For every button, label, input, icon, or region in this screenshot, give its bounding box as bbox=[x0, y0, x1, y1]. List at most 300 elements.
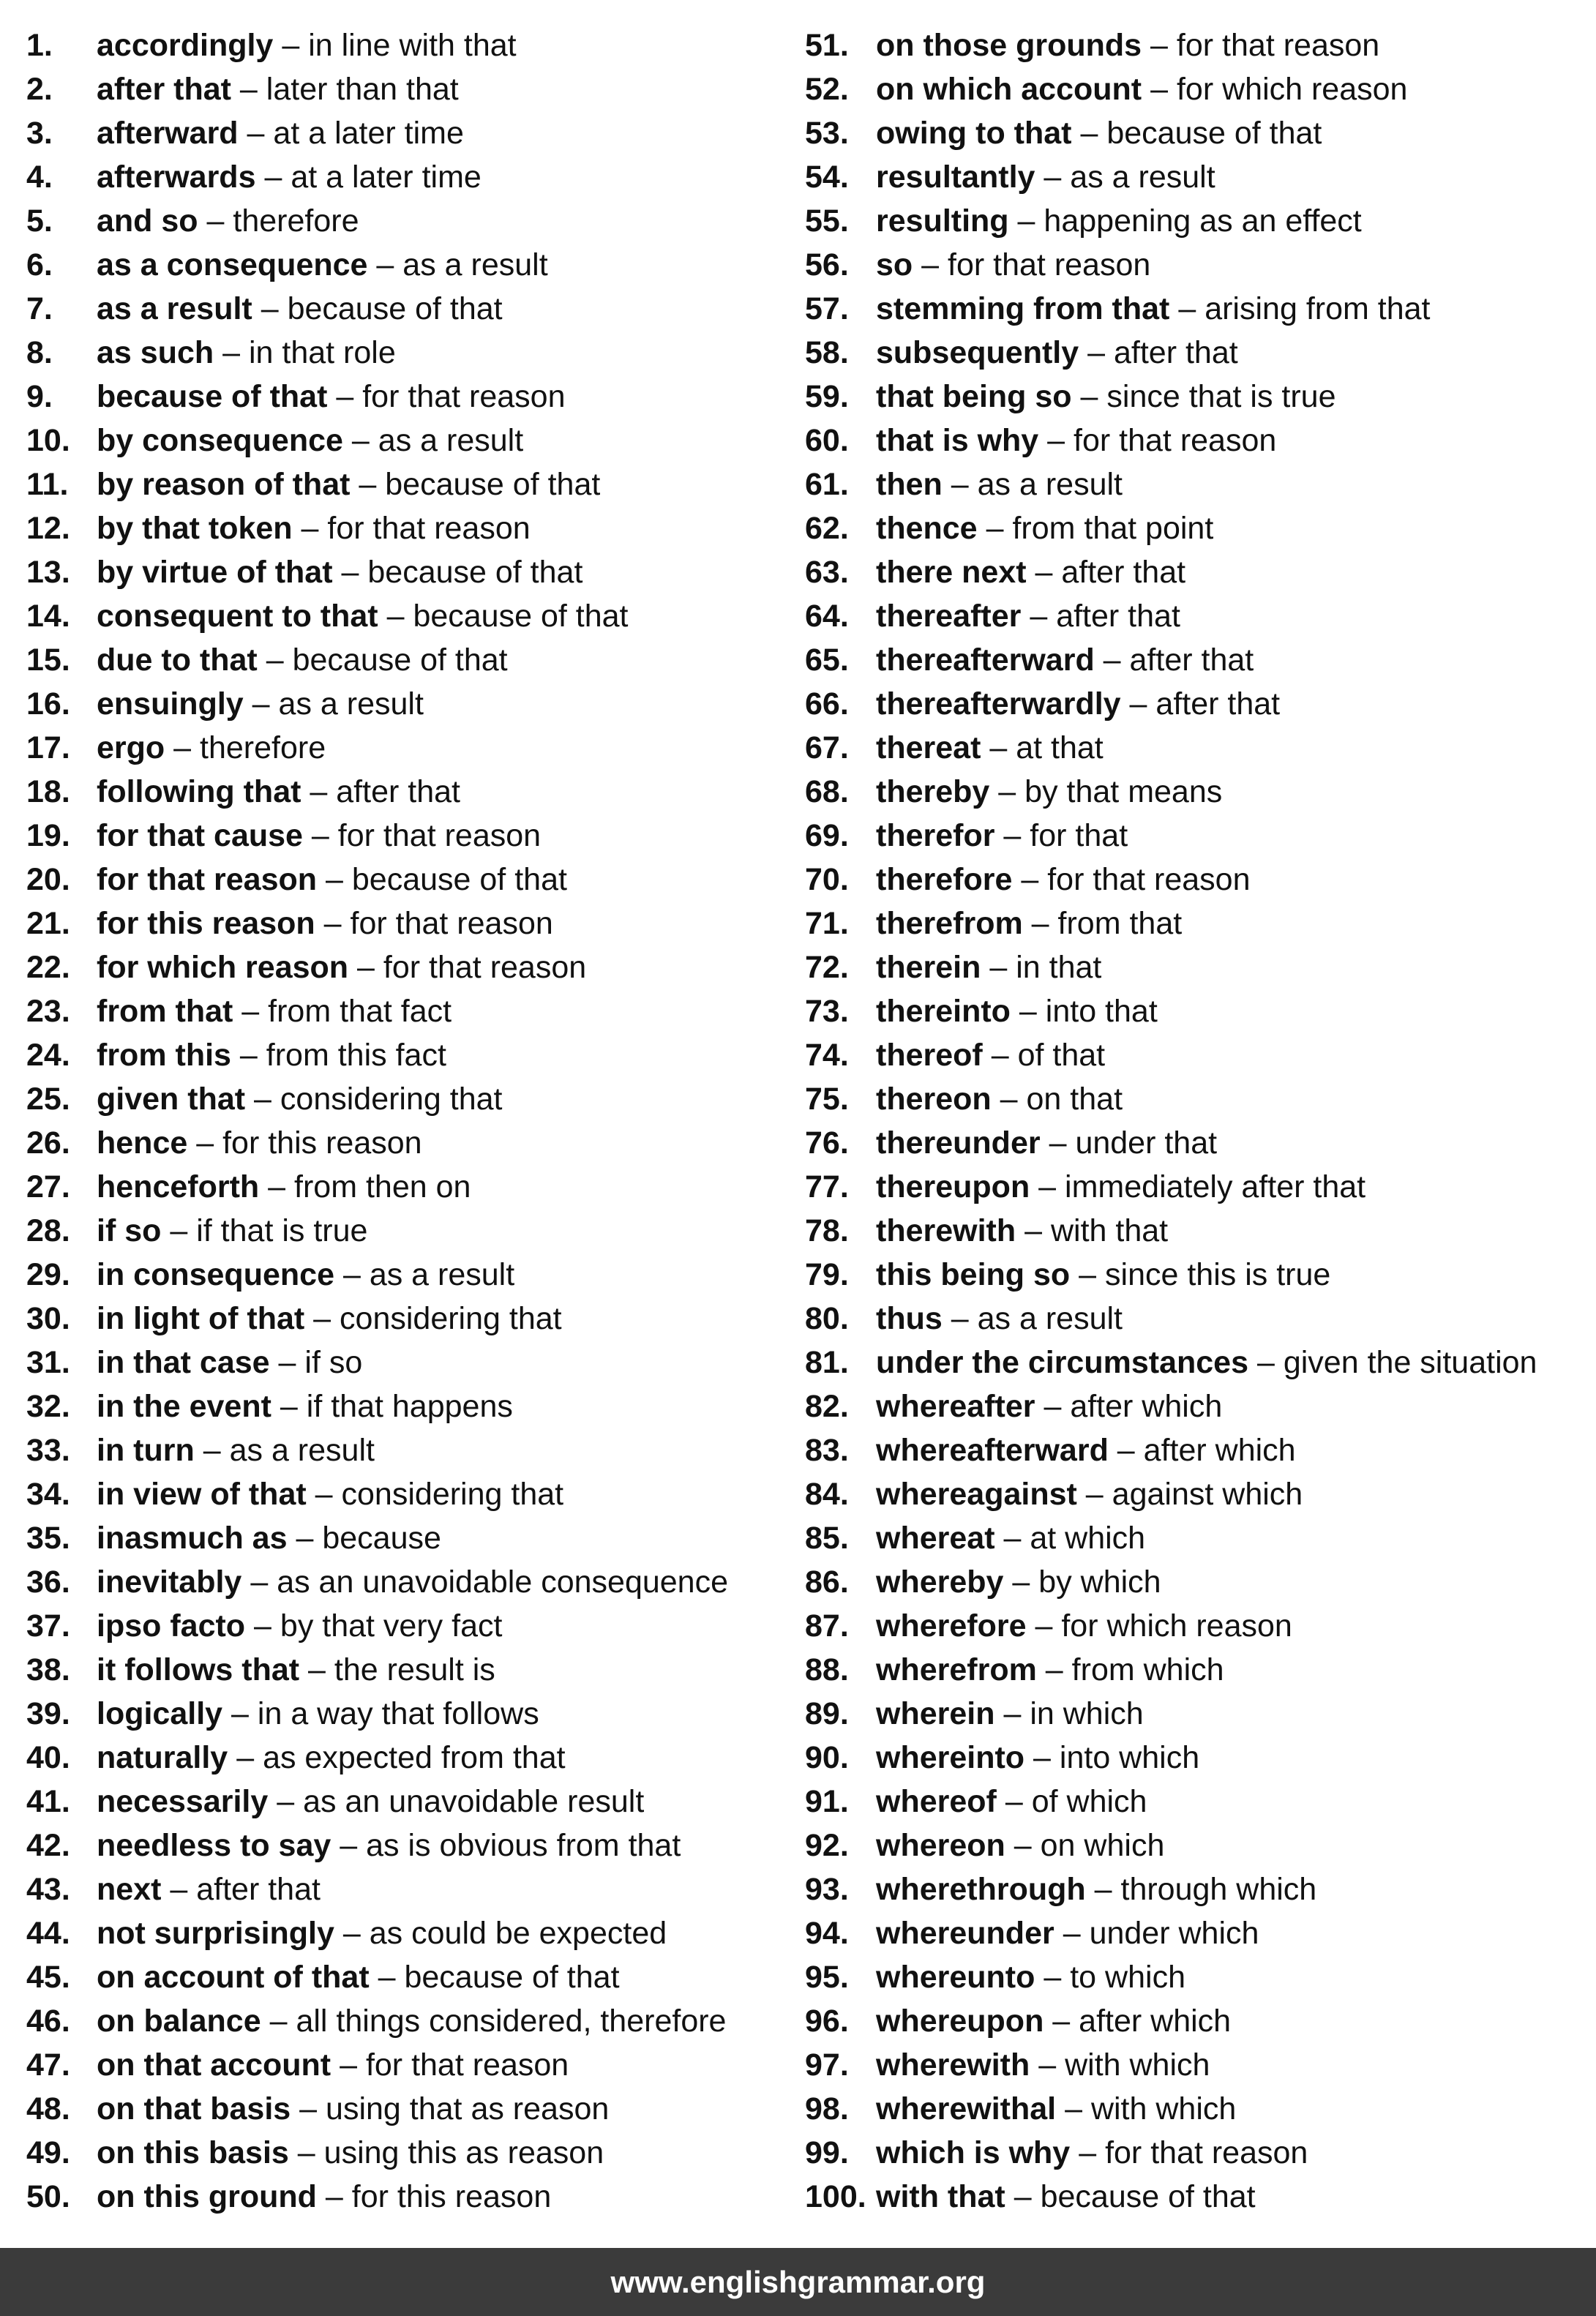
list-item bbox=[26, 1560, 728, 1604]
list-item bbox=[805, 858, 1251, 902]
item-number: 56. bbox=[805, 247, 849, 282]
item-separator: – bbox=[296, 1521, 314, 1556]
list-item bbox=[26, 1516, 441, 1560]
item-number: 1. bbox=[26, 28, 53, 63]
item-definition: as a result bbox=[278, 686, 424, 722]
item-definition: therefore bbox=[200, 730, 326, 765]
item-term: on this basis bbox=[97, 2135, 289, 2170]
list-item bbox=[26, 1999, 726, 2043]
item-definition: considering that bbox=[340, 1301, 562, 1336]
list-item bbox=[26, 375, 566, 419]
item-definition: by that means bbox=[1024, 774, 1223, 809]
item-definition: because of that bbox=[385, 467, 601, 502]
item-separator: – bbox=[252, 686, 270, 722]
item-separator: – bbox=[206, 203, 225, 239]
item-definition: immediately after that bbox=[1065, 1169, 1366, 1204]
item-separator: – bbox=[326, 862, 343, 897]
item-term: thereupon bbox=[876, 1169, 1030, 1204]
item-number: 51. bbox=[805, 28, 849, 63]
item-term: in consequence bbox=[97, 1257, 334, 1292]
item-definition: because of that bbox=[292, 642, 508, 678]
list-item bbox=[805, 902, 1182, 945]
item-separator: – bbox=[1045, 1652, 1063, 1687]
item-number: 43. bbox=[26, 1872, 70, 1907]
item-definition: from which bbox=[1071, 1652, 1224, 1687]
list-item bbox=[805, 506, 1213, 550]
list-item bbox=[26, 1472, 563, 1516]
list-item bbox=[805, 1911, 1259, 1955]
item-term: for this reason bbox=[97, 906, 315, 941]
list-item bbox=[805, 1472, 1303, 1516]
item-separator: – bbox=[1012, 1564, 1030, 1600]
item-term: afterward bbox=[97, 116, 239, 151]
item-definition: for this reason bbox=[222, 1125, 422, 1161]
item-term: this being so bbox=[876, 1257, 1071, 1292]
item-term: after that bbox=[97, 72, 231, 107]
item-number: 17. bbox=[26, 730, 70, 765]
item-separator: – bbox=[313, 1301, 331, 1336]
item-definition: after which bbox=[1079, 2004, 1232, 2039]
item-definition: for which reason bbox=[1061, 1608, 1292, 1644]
list-item bbox=[805, 1824, 1164, 1867]
item-separator: – bbox=[1117, 1433, 1135, 1468]
list-item bbox=[26, 638, 508, 682]
item-number: 31. bbox=[26, 1345, 70, 1380]
item-separator: – bbox=[1031, 906, 1049, 941]
item-number: 82. bbox=[805, 1389, 849, 1424]
item-term: whereafterward bbox=[876, 1433, 1109, 1468]
item-definition: of that bbox=[1017, 1038, 1106, 1073]
item-definition: as a result bbox=[369, 1257, 515, 1292]
list-item bbox=[805, 199, 1362, 243]
list-item bbox=[805, 1736, 1199, 1780]
item-definition: using that as reason bbox=[326, 2091, 610, 2126]
list-item bbox=[26, 1209, 367, 1253]
item-definition: from that fact bbox=[268, 994, 452, 1029]
item-term: that being so bbox=[876, 379, 1072, 414]
item-number: 93. bbox=[805, 1872, 849, 1907]
item-number: 88. bbox=[805, 1652, 849, 1687]
item-separator: – bbox=[951, 1301, 969, 1336]
list-item bbox=[26, 419, 523, 462]
item-separator: – bbox=[1044, 1960, 1062, 1995]
item-number: 61. bbox=[805, 467, 849, 502]
item-number: 75. bbox=[805, 1082, 849, 1117]
item-separator: – bbox=[280, 1389, 298, 1424]
item-definition: after that bbox=[196, 1872, 321, 1907]
item-number: 50. bbox=[26, 2179, 70, 2214]
item-separator: – bbox=[1049, 1125, 1067, 1161]
list-item bbox=[26, 287, 503, 331]
item-definition: for that reason bbox=[350, 906, 553, 941]
item-number: 80. bbox=[805, 1301, 849, 1336]
list-item bbox=[805, 1077, 1123, 1121]
item-definition: as expected from that bbox=[263, 1740, 566, 1775]
list-item bbox=[26, 1780, 644, 1824]
item-definition: after that bbox=[1056, 599, 1180, 634]
item-definition: if that is true bbox=[196, 1213, 368, 1248]
list-item bbox=[805, 1692, 1144, 1736]
item-separator: – bbox=[277, 1784, 295, 1819]
item-separator: – bbox=[173, 730, 192, 765]
item-term: thereunder bbox=[876, 1125, 1041, 1161]
list-item bbox=[26, 23, 517, 67]
list-item bbox=[805, 287, 1431, 331]
item-term: on which account bbox=[876, 72, 1142, 107]
item-separator: – bbox=[1003, 818, 1022, 853]
item-separator: – bbox=[1129, 686, 1147, 722]
item-separator: – bbox=[241, 994, 260, 1029]
item-separator: – bbox=[1178, 291, 1196, 326]
item-term: on this ground bbox=[97, 2179, 317, 2214]
item-definition: in which bbox=[1030, 1696, 1144, 1731]
list-item bbox=[26, 989, 452, 1033]
list-item bbox=[805, 2087, 1236, 2131]
list-item bbox=[805, 1253, 1330, 1297]
item-definition: after which bbox=[1143, 1433, 1296, 1468]
item-number: 81. bbox=[805, 1345, 849, 1380]
item-separator: – bbox=[1035, 555, 1053, 590]
list-item bbox=[26, 506, 531, 550]
item-definition: into that bbox=[1045, 994, 1158, 1029]
item-term: as a consequence bbox=[97, 247, 368, 282]
item-separator: – bbox=[239, 72, 258, 107]
item-definition: because of that bbox=[404, 1960, 620, 1995]
item-term: it follows that bbox=[97, 1652, 300, 1687]
item-definition: by which bbox=[1038, 1564, 1161, 1600]
item-definition: on which bbox=[1040, 1828, 1165, 1863]
item-number: 76. bbox=[805, 1125, 849, 1161]
item-number: 63. bbox=[805, 555, 849, 590]
item-definition: since that is true bbox=[1106, 379, 1336, 414]
item-number: 2. bbox=[26, 72, 53, 107]
item-definition: under which bbox=[1089, 1916, 1259, 1951]
item-term: on that account bbox=[97, 2047, 331, 2083]
item-definition: for that reason bbox=[327, 511, 531, 546]
item-number: 4. bbox=[26, 160, 53, 195]
list-item bbox=[26, 155, 482, 199]
item-separator: – bbox=[196, 1125, 214, 1161]
list-item bbox=[26, 770, 460, 814]
list-item bbox=[805, 419, 1276, 462]
item-definition: from this fact bbox=[266, 1038, 446, 1073]
item-number: 74. bbox=[805, 1038, 849, 1073]
list-item bbox=[26, 1297, 562, 1341]
item-separator: – bbox=[1021, 862, 1039, 897]
item-number: 73. bbox=[805, 994, 849, 1029]
item-definition: because of that bbox=[367, 555, 583, 590]
item-separator: – bbox=[170, 1213, 188, 1248]
item-definition: because bbox=[322, 1521, 441, 1556]
list-item bbox=[805, 989, 1158, 1033]
item-number: 29. bbox=[26, 1257, 70, 1292]
item-separator: – bbox=[1052, 2004, 1071, 2039]
list-item bbox=[26, 1341, 362, 1384]
item-term: with that bbox=[876, 2179, 1005, 2214]
item-definition: considering that bbox=[341, 1477, 564, 1512]
item-term: there next bbox=[876, 555, 1027, 590]
item-separator: – bbox=[921, 247, 940, 282]
item-term: ergo bbox=[97, 730, 165, 765]
list-item bbox=[26, 1121, 422, 1165]
list-item bbox=[26, 1033, 446, 1077]
item-separator: – bbox=[986, 511, 1004, 546]
item-number: 67. bbox=[805, 730, 849, 765]
item-definition: as could be expected bbox=[369, 1916, 667, 1951]
item-term: necessarily bbox=[97, 1784, 269, 1819]
item-term: consequent to that bbox=[97, 599, 378, 634]
item-number: 12. bbox=[26, 511, 70, 546]
item-number: 18. bbox=[26, 774, 70, 809]
item-number: 84. bbox=[805, 1477, 849, 1512]
list-item bbox=[805, 594, 1180, 638]
item-number: 9. bbox=[26, 379, 53, 414]
item-term: not surprisingly bbox=[97, 1916, 334, 1951]
item-separator: – bbox=[340, 1828, 358, 1863]
item-term: whereafter bbox=[876, 1389, 1035, 1424]
item-number: 89. bbox=[805, 1696, 849, 1731]
item-term: whereagainst bbox=[876, 1477, 1077, 1512]
item-separator: – bbox=[323, 906, 342, 941]
item-term: afterwards bbox=[97, 160, 256, 195]
list-item bbox=[805, 331, 1238, 375]
list-item bbox=[805, 1121, 1217, 1165]
item-definition: under that bbox=[1075, 1125, 1218, 1161]
item-term: thence bbox=[876, 511, 978, 546]
list-item bbox=[805, 1209, 1168, 1253]
item-term: in view of that bbox=[97, 1477, 307, 1512]
item-term: given that bbox=[97, 1082, 246, 1117]
item-definition: the result is bbox=[334, 1652, 495, 1687]
list-item bbox=[26, 2175, 551, 2219]
list-item bbox=[26, 243, 548, 287]
item-definition: for this reason bbox=[351, 2179, 552, 2214]
list-item bbox=[805, 2043, 1210, 2087]
item-separator: – bbox=[311, 818, 329, 853]
item-number: 40. bbox=[26, 1740, 70, 1775]
item-definition: at that bbox=[1016, 730, 1104, 765]
item-term: which is why bbox=[876, 2135, 1071, 2170]
word-list-column-left bbox=[26, 23, 787, 2219]
item-number: 78. bbox=[805, 1213, 849, 1248]
list-item bbox=[26, 1428, 375, 1472]
item-definition: since this is true bbox=[1105, 1257, 1331, 1292]
list-item bbox=[26, 814, 541, 858]
item-term: for that cause bbox=[97, 818, 303, 853]
item-separator: – bbox=[299, 2091, 318, 2126]
item-term: due to that bbox=[97, 642, 258, 678]
item-number: 25. bbox=[26, 1082, 70, 1117]
item-separator: – bbox=[1005, 1784, 1023, 1819]
item-number: 54. bbox=[805, 160, 849, 195]
item-term: ipso facto bbox=[97, 1608, 246, 1644]
item-definition: from then on bbox=[294, 1169, 471, 1204]
item-separator: – bbox=[1103, 642, 1121, 678]
item-definition: from that point bbox=[1012, 511, 1214, 546]
item-definition: at a later time bbox=[291, 160, 482, 195]
item-separator: – bbox=[1079, 1257, 1097, 1292]
item-number: 83. bbox=[805, 1433, 849, 1468]
item-definition: for that reason bbox=[1074, 423, 1277, 458]
item-definition: in line with that bbox=[308, 28, 517, 63]
item-separator: – bbox=[1003, 1521, 1022, 1556]
item-number: 68. bbox=[805, 774, 849, 809]
item-number: 58. bbox=[805, 335, 849, 370]
item-term: on those grounds bbox=[876, 28, 1142, 63]
item-separator: – bbox=[1094, 1872, 1112, 1907]
item-separator: – bbox=[278, 1345, 296, 1380]
footer-url[interactable]: www.englishgrammar.org bbox=[610, 2265, 986, 2299]
item-number: 66. bbox=[805, 686, 849, 722]
item-separator: – bbox=[1080, 379, 1098, 414]
item-definition: for that bbox=[1030, 818, 1128, 853]
item-separator: – bbox=[269, 2004, 288, 2039]
list-item bbox=[805, 550, 1185, 594]
list-item bbox=[26, 1867, 321, 1911]
item-definition: on that bbox=[1026, 1082, 1123, 1117]
list-item bbox=[805, 638, 1254, 682]
item-term: whereunto bbox=[876, 1960, 1035, 1995]
item-separator: – bbox=[308, 1652, 326, 1687]
item-term: as a result bbox=[97, 291, 252, 326]
item-term: therefrom bbox=[876, 906, 1023, 941]
item-definition: after that bbox=[1155, 686, 1281, 722]
item-number: 13. bbox=[26, 555, 70, 590]
item-term: then bbox=[876, 467, 943, 502]
list-item bbox=[26, 1165, 471, 1209]
item-definition: arising from that bbox=[1205, 291, 1431, 326]
item-number: 53. bbox=[805, 116, 849, 151]
item-definition: later than that bbox=[266, 72, 459, 107]
item-term: therewith bbox=[876, 1213, 1016, 1248]
item-number: 20. bbox=[26, 862, 70, 897]
item-separator: – bbox=[1080, 116, 1098, 151]
item-number: 15. bbox=[26, 642, 70, 678]
list-item bbox=[805, 2131, 1308, 2175]
item-term: thereon bbox=[876, 1082, 992, 1117]
item-number: 72. bbox=[805, 950, 849, 985]
item-separator: – bbox=[378, 1960, 396, 1995]
item-term: owing to that bbox=[876, 116, 1072, 151]
item-term: thereafterwardly bbox=[876, 686, 1121, 722]
item-term: hence bbox=[97, 1125, 188, 1161]
item-definition: at a later time bbox=[273, 116, 464, 151]
item-number: 77. bbox=[805, 1169, 849, 1204]
item-definition: in that role bbox=[248, 335, 396, 370]
item-term: henceforth bbox=[97, 1169, 260, 1204]
list-item bbox=[805, 814, 1128, 858]
item-separator: – bbox=[1065, 2091, 1082, 2126]
item-separator: – bbox=[1003, 1696, 1022, 1731]
item-separator: – bbox=[1085, 1477, 1104, 1512]
item-separator: – bbox=[261, 291, 279, 326]
item-term: because of that bbox=[97, 379, 328, 414]
item-number: 45. bbox=[26, 1960, 70, 1995]
item-number: 69. bbox=[805, 818, 849, 853]
item-number: 79. bbox=[805, 1257, 849, 1292]
item-term: thereby bbox=[876, 774, 990, 809]
item-term: wherein bbox=[876, 1696, 995, 1731]
item-separator: – bbox=[1038, 2047, 1057, 2083]
item-term: following that bbox=[97, 774, 301, 809]
item-definition: as a result bbox=[402, 247, 548, 282]
item-term: wherewithal bbox=[876, 2091, 1057, 2126]
item-separator: – bbox=[1033, 1740, 1051, 1775]
item-term: as such bbox=[97, 335, 214, 370]
item-separator: – bbox=[1044, 1389, 1062, 1424]
item-separator: – bbox=[998, 774, 1016, 809]
item-separator: – bbox=[282, 28, 300, 63]
item-number: 3. bbox=[26, 116, 53, 151]
item-definition: from that bbox=[1057, 906, 1183, 941]
item-definition: if so bbox=[304, 1345, 363, 1380]
item-definition: because of that bbox=[413, 599, 629, 634]
item-number: 62. bbox=[805, 511, 849, 546]
item-term: whereupon bbox=[876, 2004, 1044, 2039]
item-separator: – bbox=[340, 2047, 357, 2083]
item-number: 44. bbox=[26, 1916, 70, 1951]
item-number: 42. bbox=[26, 1828, 70, 1863]
item-term: wherethrough bbox=[876, 1872, 1086, 1907]
item-definition: for that reason bbox=[365, 2047, 569, 2083]
item-definition: into which bbox=[1059, 1740, 1200, 1775]
item-definition: as a result bbox=[229, 1433, 375, 1468]
item-number: 70. bbox=[805, 862, 849, 897]
item-definition: as a result bbox=[378, 423, 524, 458]
item-number: 65. bbox=[805, 642, 849, 678]
item-number: 85. bbox=[805, 1521, 849, 1556]
list-item bbox=[805, 23, 1379, 67]
item-term: needless to say bbox=[97, 1828, 331, 1863]
item-separator: – bbox=[351, 423, 370, 458]
item-number: 24. bbox=[26, 1038, 70, 1073]
list-item bbox=[26, 1736, 566, 1780]
item-term: thereafterward bbox=[876, 642, 1095, 678]
list-item bbox=[805, 1999, 1231, 2043]
item-number: 34. bbox=[26, 1477, 70, 1512]
item-number: 28. bbox=[26, 1213, 70, 1248]
item-definition: happening as an effect bbox=[1044, 203, 1362, 239]
item-definition: for that reason bbox=[1105, 2135, 1308, 2170]
list-item bbox=[26, 550, 582, 594]
item-number: 32. bbox=[26, 1389, 70, 1424]
item-term: accordingly bbox=[97, 28, 274, 63]
item-separator: – bbox=[1256, 1345, 1275, 1380]
item-number: 6. bbox=[26, 247, 53, 282]
item-term: thereinto bbox=[876, 994, 1011, 1029]
item-term: inasmuch as bbox=[97, 1521, 288, 1556]
item-separator: – bbox=[376, 247, 394, 282]
item-term: and so bbox=[97, 203, 198, 239]
item-term: whereby bbox=[876, 1564, 1004, 1600]
item-separator: – bbox=[310, 774, 328, 809]
list-item bbox=[26, 902, 553, 945]
word-list-column-right bbox=[805, 23, 1592, 2219]
item-term: wherewith bbox=[876, 2047, 1030, 2083]
item-term: whereat bbox=[876, 1521, 995, 1556]
item-term: so bbox=[876, 247, 913, 282]
item-term: subsequently bbox=[876, 335, 1079, 370]
list-item bbox=[26, 945, 586, 989]
item-number: 64. bbox=[805, 599, 849, 634]
list-item bbox=[805, 462, 1123, 506]
item-term: on balance bbox=[97, 2004, 261, 2039]
item-term: naturally bbox=[97, 1740, 228, 1775]
item-separator: – bbox=[236, 1740, 255, 1775]
item-separator: – bbox=[325, 2179, 343, 2214]
item-number: 7. bbox=[26, 291, 53, 326]
item-term: under the circumstances bbox=[876, 1345, 1249, 1380]
